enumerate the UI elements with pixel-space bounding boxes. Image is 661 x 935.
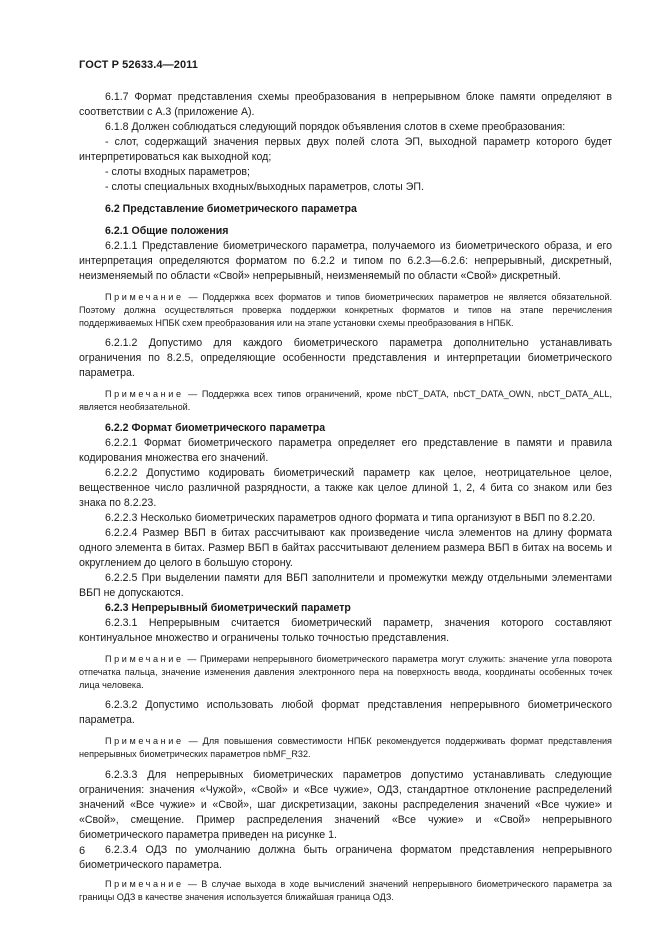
- list-item: - слоты входных параметров;: [105, 166, 250, 178]
- paragraph-6-2-2-4: 6.2.2.4 Размер ВБП в битах рассчитывают как произведение числа элементов на длину формата одного элемента в битах. Размер ВБП в байтах рассчитывают делением размера ВБП в битах на восемь и округлением до целого в большую сторону.: [79, 526, 612, 569]
- section-heading-6-2: 6.2 Представление биометрического параметра: [105, 203, 357, 215]
- note-4: [79, 735, 612, 761]
- note-text: — В случае выхода в ходе вычислений значений непрерывного биометрического параметра за границы ОДЗ в качестве значения используется ближайшая граница ОДЗ.: [79, 878, 612, 902]
- note-label: Примечание: [105, 292, 184, 302]
- paragraph-6-2-2-2: 6.2.2.2 Допустимо кодировать биометрический параметр как целое, неотрицательное целое, вещественное число различной разрядности, а также как целое длиной 1, 2, 4 бита со знаком или без знака по 8.2.23.: [79, 466, 612, 509]
- paragraph-6-1-8: 6.1.8 Должен соблюдаться следующий порядок объявления слотов в схеме преобразования:: [105, 121, 566, 133]
- note-label: Примечание: [105, 736, 184, 747]
- document-header: ГОСТ Р 52633.4—2011: [79, 59, 199, 71]
- note-5: [79, 878, 612, 904]
- paragraph-6-2-1-2: 6.2.1.2 Допустимо для каждого биометрического параметра дополнительно устанавливать ограничения по 8.2.5, определяющие особенности представления и интерпретации биометрического параметра.: [79, 337, 612, 380]
- paragraph-6-2-3-2: 6.2.3.2 Допустимо использовать любой формат представления непрерывного биометрического параметра.: [79, 699, 612, 727]
- paragraph-6-2-2-1: 6.2.2.1 Формат биометрического параметра определяет его представление в памяти и правила кодирования множества его значений.: [79, 436, 612, 464]
- note-3: [79, 653, 612, 691]
- list-item: - слот, содержащий значения первых двух полей слота ЭП, выходной параметр которого будет интерпретироваться как выходной код;: [79, 136, 612, 163]
- paragraph-6-2-1-1: 6.2.1.1 Представление биометрического параметра, получаемого из биометрического образа, и его интерпретация определяются форматом по 6.2.2 и типом по 6.2.3—6.2.6: непрерывный, дискретный, неизменяемый по области «Свой» непрерывный, неизменяемый по области «Свой» дискретный.: [79, 240, 612, 282]
- document-body: [79, 90, 612, 904]
- paragraph-6-2-2-3: 6.2.2.3 Несколько биометрических параметров одного формата и типа организуют в ВБП по 8.2.20.: [105, 511, 596, 524]
- section-heading-6-2-3: 6.2.3 Непрерывный биометрический параметр: [105, 601, 351, 614]
- section-heading-6-2-1: 6.2.1 Общие положения: [105, 225, 229, 237]
- paragraph-6-2-3-1: 6.2.3.1 Непрерывным считается биометрический параметр, значения которого составляют континуальное множество и ограничены только точностью представления.: [79, 616, 612, 644]
- paragraph-6-1-7: 6.1.7 Формат представления схемы преобразования в непрерывном блоке памяти определяют в соответствии с А.3 (приложение А).: [79, 91, 612, 118]
- note-label: Примечание: [105, 878, 184, 889]
- page-number: 6: [79, 845, 86, 857]
- note-text: — Поддержка всех типов ограничений, кроме nbCT_DATA, nbCT_DATA_OWN, nbCT_DATA_ALL, является необязательной.: [79, 389, 612, 413]
- note-text: — Примерами непрерывного биометрического параметра могут служить: значение угла поворота отпечатка пальца, значение изменения давления электронного пера на поверхность ввода, координаты особенных точек лица человека.: [79, 653, 612, 690]
- section-heading-6-2-2: 6.2.2 Формат биометрического параметра: [105, 421, 326, 434]
- list-item: - слоты специальных входных/выходных параметров, слоты ЭП.: [105, 181, 424, 193]
- note-1: [79, 291, 612, 329]
- note-text: — Поддержка всех форматов и типов биометрических параметров не является обязательной. Поэтому должна осуществляться проверка поддержки конкретных форматов и типов на этапе перечисления поддерживаемых НПБК схем преобразования или на этапе установки схемы преобразования в НПБК.: [79, 292, 612, 328]
- note-label: Примечание: [105, 653, 184, 664]
- note-text: — Для повышения совместимости НПБК рекомендуется поддерживать формат представления непрерывных биометрических параметров nbMF_R32.: [79, 736, 612, 760]
- paragraph-6-2-2-5: 6.2.2.5 При выделении памяти для ВБП заполнители и промежутки между отдельными элементами ВБП не допускаются.: [79, 571, 612, 599]
- note-label: Примечание: [105, 389, 184, 400]
- note-2: [79, 388, 612, 414]
- paragraph-6-2-3-4: 6.2.3.4 ОДЗ по умолчанию должна быть ограничена форматом представления непрерывного биометрического параметра.: [79, 843, 612, 871]
- paragraph-6-2-3-3: 6.2.3.3 Для непрерывных биометрических параметров допустимо устанавливать следующие ограничения: значения «Чужой», «Свой» и «Все чужие», ОДЗ, стандартное отклонение распределений значений «Все чужие» и «Свой», шаг дискретизации, законы распределения значений «Все чужие» и «Свой», смещение. Пример распределения значений «Все чужие» и «Свой» непрерывного биометрического параметра приведен на рисунке 1.: [79, 768, 612, 841]
